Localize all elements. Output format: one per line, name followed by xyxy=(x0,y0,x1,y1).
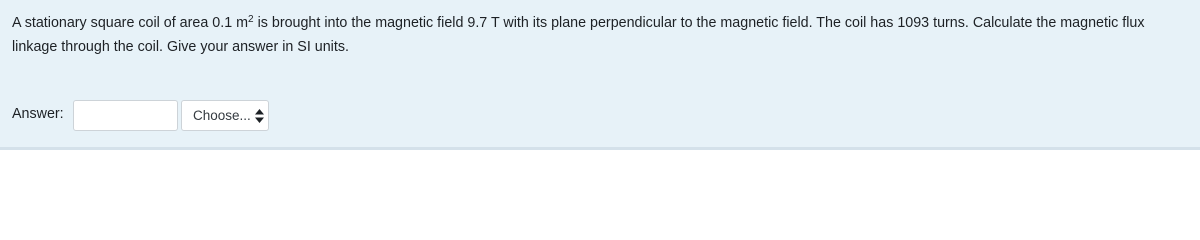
answer-input[interactable] xyxy=(73,100,178,131)
question-text-part1: A stationary square coil of area 0.1 m xyxy=(12,15,249,31)
area-exponent: 2 xyxy=(248,14,254,25)
answer-label: Answer: xyxy=(12,106,64,122)
unit-select-value: Choose... xyxy=(193,108,251,123)
updown-icon xyxy=(255,109,264,123)
question-text-part2: is brought into the magnetic field 9.7 T with its plane perpendicular to the magnetic field. The coil has 1093 turns. Calculate the magnetic flux linkage through the coil. Give your answer in SI units. xyxy=(12,15,1145,55)
question-text xyxy=(12,11,1192,59)
unit-select[interactable] xyxy=(181,100,269,131)
